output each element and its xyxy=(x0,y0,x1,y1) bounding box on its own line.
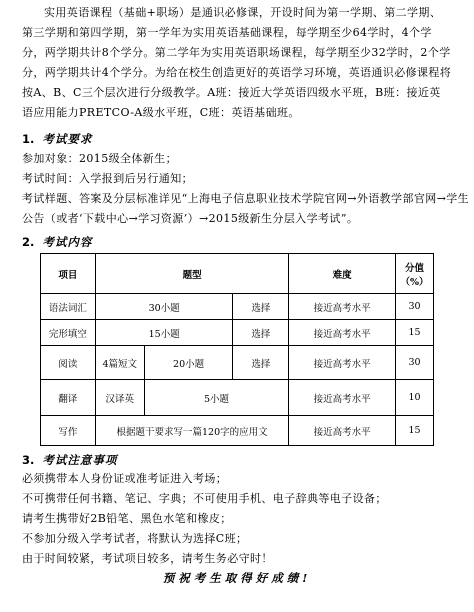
header-difficulty: 难度 xyxy=(289,254,396,294)
section-2-number: 2. xyxy=(22,235,35,249)
header-type: 题型 xyxy=(95,254,288,294)
row-type: 5小题 xyxy=(144,380,289,416)
section-2-title: 考试内容 xyxy=(42,235,93,249)
section-3-line: 不参加分级入学考试者，将默认为选择C班； xyxy=(22,532,248,545)
row-format: 选择 xyxy=(233,294,289,320)
exam-content-table xyxy=(40,253,434,446)
row-difficulty: 接近高考水平 xyxy=(289,320,396,346)
section-1-number: 1. xyxy=(22,132,35,146)
closing-wish: 预祝考生取得好成绩! xyxy=(162,571,312,585)
row-score: 30 xyxy=(396,346,434,380)
intro-paragraph: 实用英语课程（基础+职场）是通识必修课，开设时间为第一学期、第二学期、第三学期和第四学期，第一学年为实用英语基础课程，每学期至少64学时，4个学分，两学期共计8个学分。第二学年为实用英语职场课程，每学期至少32学时，2个学分，两学期共计4个学分。为给在校生创造更好的英语学习环境，英语通识必修课程将按A、B、C三个层次进行分级教学。A班：接近大学英语四级水平班，B班：接近英语应用能力PRETCO-A级水平班，C班：英语基础班。 xyxy=(22,6,452,119)
row-score: 30 xyxy=(396,294,434,320)
section-1-line: 参加对象：2015级全体新生； xyxy=(22,152,177,165)
section-1-line: 考试时间：入学报到后另行通知； xyxy=(22,172,193,185)
row-item: 写作 xyxy=(41,416,96,446)
row-item: 完形填空 xyxy=(41,320,96,346)
table-header-row xyxy=(41,254,434,294)
row-sub: 4篇短文 xyxy=(95,346,144,380)
table-row xyxy=(41,294,434,320)
row-difficulty: 接近高考水平 xyxy=(289,416,396,446)
row-difficulty: 接近高考水平 xyxy=(289,380,396,416)
header-score xyxy=(396,254,434,294)
section-3-line: 必须携带本人身份证或准考证进入考场； xyxy=(22,472,228,485)
row-difficulty: 接近高考水平 xyxy=(289,346,396,380)
row-type: 30小题 xyxy=(95,294,233,320)
section-3-line: 由于时间较紧，考试项目较多，请考生务必守时！ xyxy=(22,552,273,565)
section-3-heading xyxy=(22,451,117,469)
section-1-title: 考试要求 xyxy=(42,132,93,146)
table-row xyxy=(41,380,434,416)
row-score: 15 xyxy=(396,320,434,346)
row-item: 阅读 xyxy=(41,346,96,380)
row-type: 根据题干要求写一篇120字的应用文 xyxy=(95,416,288,446)
row-item: 语法词汇 xyxy=(41,294,96,320)
section-2-heading xyxy=(22,233,92,251)
row-difficulty: 接近高考水平 xyxy=(289,294,396,320)
header-item: 项目 xyxy=(41,254,96,294)
row-format: 选择 xyxy=(233,346,289,380)
row-type: 15小题 xyxy=(95,320,233,346)
header-score-label: 分值 xyxy=(404,262,424,274)
table-row xyxy=(41,320,434,346)
row-item: 翻译 xyxy=(41,380,96,416)
row-format: 选择 xyxy=(233,320,289,346)
row-type: 20小题 xyxy=(144,346,233,380)
header-score-unit: （%） xyxy=(400,276,429,288)
row-score: 15 xyxy=(396,416,434,446)
section-3-title: 考试注意事项 xyxy=(42,453,118,467)
section-3-line: 不可携带任何书籍、笔记、字典；不可使用手机、电子辞典等电子设备； xyxy=(22,492,387,505)
section-3-number: 3. xyxy=(22,453,35,467)
row-score: 10 xyxy=(396,380,434,416)
table-row xyxy=(41,416,434,446)
section-3-line: 请考生携带好2B铅笔、黑色水笔和橡皮； xyxy=(22,512,232,525)
section-1-line: 考试样题、答案及分层标准详见“上海电子信息职业技术学院官网→外语教学部官网→学生 xyxy=(22,192,470,205)
section-1-line: 公告（或者‘下载中心→学习资源’）→2015级新生分层入学考试”。 xyxy=(22,212,359,225)
table-row xyxy=(41,346,434,380)
section-1-heading xyxy=(22,130,92,148)
row-sub: 汉译英 xyxy=(95,380,144,416)
